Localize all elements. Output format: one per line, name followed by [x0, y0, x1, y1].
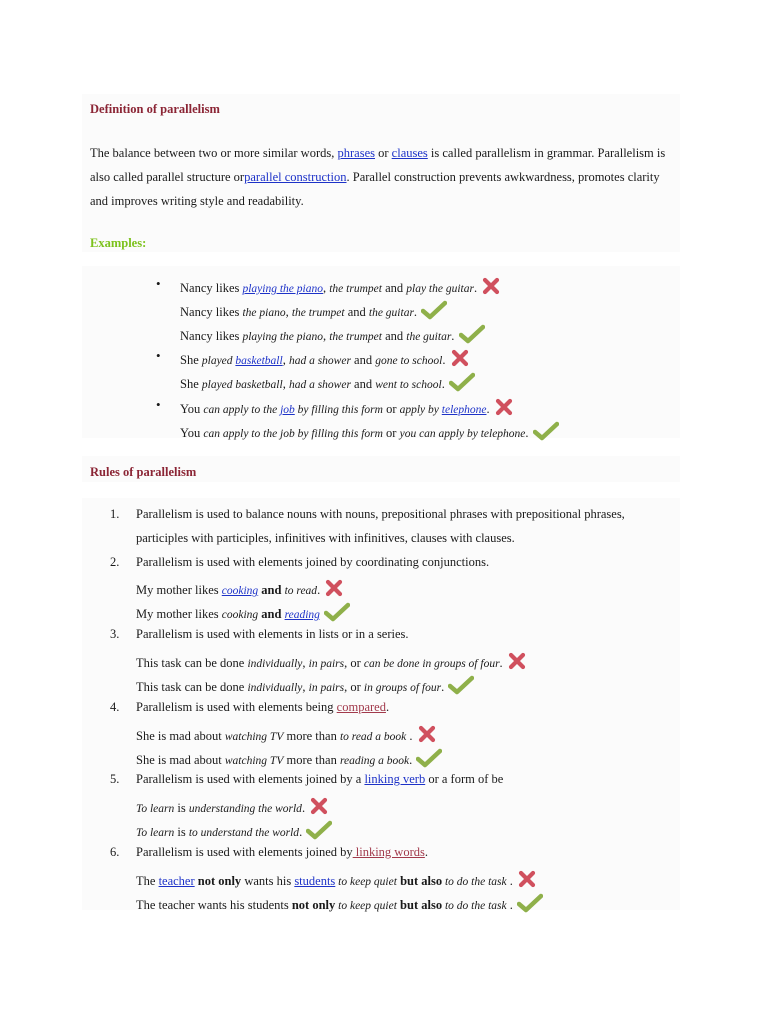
link-teacher[interactable]: teacher	[158, 874, 195, 888]
text: The	[136, 874, 159, 888]
definition-paragraph	[90, 141, 680, 213]
link-compared[interactable]: compared	[336, 700, 386, 714]
rule-6	[136, 845, 428, 860]
text: playing the piano	[242, 331, 323, 343]
example-2	[180, 300, 447, 320]
check-icon	[533, 421, 559, 441]
text: to understand the world	[188, 827, 300, 839]
text: This task can be done	[136, 656, 248, 670]
text: and	[381, 329, 407, 343]
link-linking-words[interactable]: linking words	[352, 845, 425, 859]
text: to read a book	[339, 731, 407, 743]
example-7	[180, 421, 559, 441]
cross-icon	[507, 651, 527, 671]
text: ,	[322, 329, 330, 343]
link-playing-the-piano[interactable]: playing the piano	[242, 283, 323, 295]
text: Nancy likes	[180, 305, 243, 319]
link-phrases[interactable]: phrases	[337, 146, 375, 160]
text: , or	[344, 656, 364, 670]
check-icon	[416, 748, 442, 768]
text: She is mad about	[136, 753, 225, 767]
link-basketball[interactable]: basketball	[235, 355, 283, 367]
rule-2-example-2	[136, 602, 350, 622]
text: watching TV	[224, 755, 284, 767]
text: or	[382, 426, 400, 440]
text: but also	[400, 874, 443, 888]
text: more than	[283, 753, 340, 767]
text: to keep quiet	[335, 900, 397, 912]
text: by filling this form	[294, 404, 383, 416]
text: the guitar	[368, 307, 414, 319]
definition-heading: Definition of parallelism	[90, 102, 220, 116]
text: understanding the world	[188, 803, 302, 815]
text: My mother likes	[136, 583, 222, 597]
text: .	[441, 377, 445, 391]
rule-2: Parallelism is used with elements joined by coordinating conjunctions.	[136, 555, 490, 569]
rule-2-example-1	[136, 578, 344, 598]
text: She	[180, 353, 202, 367]
rule-1-line-2: participles with participles, infinitives with infinitives, clauses with clauses.	[136, 531, 515, 545]
text: can apply to the	[203, 404, 281, 416]
text: wants his	[241, 874, 295, 888]
text: ,	[302, 656, 309, 670]
text: To learn	[136, 803, 175, 815]
check-icon	[448, 675, 474, 695]
text: .	[451, 329, 455, 343]
rule-number: 4.	[110, 700, 120, 714]
text: you can apply by telephone	[399, 428, 526, 440]
text: to keep quiet	[335, 876, 397, 888]
cross-icon	[450, 348, 470, 368]
rule-number: 1.	[110, 507, 120, 521]
link-parallel-construction[interactable]: parallel construction	[244, 170, 347, 184]
text: Parallelism is used with elements joined by	[136, 845, 353, 859]
text: can be done in groups of four	[363, 658, 500, 670]
cross-icon	[517, 869, 537, 889]
text: Nancy likes	[180, 329, 243, 343]
text: , or	[344, 680, 364, 694]
text: .	[499, 656, 503, 670]
text: the trumpet	[329, 283, 382, 295]
text: played basketball	[201, 379, 283, 391]
text: My mother likes	[136, 607, 222, 621]
text: watching TV	[224, 731, 284, 743]
rule-6-example-2	[136, 893, 543, 913]
bullet: •	[156, 348, 161, 363]
check-icon	[517, 893, 543, 913]
text: You	[180, 426, 204, 440]
text: Nancy likes	[180, 281, 243, 295]
bullet: •	[156, 276, 161, 291]
cross-icon	[324, 578, 344, 598]
example-5	[180, 372, 475, 392]
text: This task can be done	[136, 680, 248, 694]
text: in pairs	[308, 658, 345, 670]
text: .	[441, 680, 445, 694]
text: .	[406, 729, 413, 743]
check-icon	[324, 602, 350, 622]
rule-3-example-2	[136, 675, 474, 695]
bullet: •	[156, 397, 161, 412]
text: can apply to the job by filling this form	[203, 428, 383, 440]
def-text-1: The balance between two or more similar words,	[90, 146, 338, 160]
text: had a shower	[288, 379, 351, 391]
check-icon	[459, 324, 485, 344]
text: is	[174, 801, 189, 815]
text: Parallelism is used with elements joined by a	[136, 772, 365, 786]
example-1	[180, 276, 501, 296]
rule-4	[136, 700, 389, 715]
text: in groups of four	[363, 682, 442, 694]
text: to do the task	[442, 900, 507, 912]
rule-4-example-1	[136, 724, 437, 744]
text: .	[424, 845, 428, 859]
text: to read	[284, 585, 318, 597]
text: to do the task	[442, 876, 507, 888]
rule-5	[136, 772, 503, 787]
cross-icon	[417, 724, 437, 744]
rule-number: 3.	[110, 627, 120, 641]
text: gone to school	[375, 355, 443, 367]
text: .	[506, 898, 513, 912]
text: .	[385, 700, 390, 714]
text: apply by	[399, 404, 442, 416]
examples-heading: Examples:	[90, 236, 147, 250]
text: ,	[282, 353, 289, 367]
rule-6-example-1	[136, 869, 537, 889]
text: is	[174, 825, 189, 839]
text: cooking	[221, 609, 259, 621]
text: in pairs	[308, 682, 345, 694]
text: had a shower	[288, 355, 351, 367]
text: reading a book	[339, 755, 410, 767]
text: the guitar	[406, 331, 452, 343]
text: and	[381, 281, 407, 295]
text: went to school	[375, 379, 442, 391]
text: .	[409, 753, 413, 767]
text: .	[506, 874, 513, 888]
text: .	[299, 825, 303, 839]
text: individually	[247, 682, 303, 694]
check-icon	[306, 820, 332, 840]
rule-3-example-1	[136, 651, 527, 671]
text: ,	[322, 281, 330, 295]
text: .	[442, 353, 446, 367]
text: not only	[291, 898, 336, 912]
cross-icon	[494, 397, 514, 417]
rule-number: 2.	[110, 555, 120, 569]
check-icon	[449, 372, 475, 392]
text: and	[258, 583, 285, 597]
text: .	[301, 801, 306, 815]
text: ,	[285, 305, 292, 319]
text: and	[350, 353, 376, 367]
link-cooking[interactable]: cooking	[221, 585, 259, 597]
text: Parallelism is used with elements being	[136, 700, 337, 714]
text: ,	[302, 680, 309, 694]
link-job[interactable]: job	[280, 404, 295, 416]
text: the trumpet	[291, 307, 345, 319]
text: .	[413, 305, 418, 319]
text: and	[350, 377, 376, 391]
check-icon	[421, 300, 447, 320]
cross-icon	[481, 276, 501, 296]
rule-4-example-2	[136, 748, 442, 768]
text: She	[180, 377, 202, 391]
link-reading[interactable]: reading	[284, 609, 320, 621]
text: ,	[282, 377, 289, 391]
text: .	[473, 281, 478, 295]
text: and	[258, 607, 285, 621]
rule-number: 6.	[110, 845, 120, 859]
text: or a form of be	[425, 772, 504, 786]
def-text-3: is called parallelism in grammar. Parallelism is also called parallel structure or	[90, 146, 666, 184]
link-students[interactable]: students	[294, 874, 336, 888]
link-clauses[interactable]: clauses	[391, 146, 428, 160]
link-telephone[interactable]: telephone	[441, 404, 487, 416]
text: the piano	[242, 307, 286, 319]
text: .	[486, 402, 490, 416]
rule-5-example-2	[136, 820, 332, 840]
text: individually	[247, 658, 303, 670]
text: played	[201, 355, 236, 367]
example-3	[180, 324, 485, 344]
link-linking-verb[interactable]: linking verb	[364, 772, 426, 786]
text: or	[382, 402, 400, 416]
rule-3: Parallelism is used with elements in lists or in a series.	[136, 627, 409, 641]
text: .	[317, 583, 321, 597]
text: not only	[197, 874, 242, 888]
text: but also	[400, 898, 443, 912]
rule-1-line-1: Parallelism is used to balance nouns with nouns, prepositional phrases with prepositional phrases,	[136, 507, 625, 521]
text: and	[344, 305, 369, 319]
text: play the guitar	[406, 283, 474, 295]
text: more than	[283, 729, 340, 743]
text: The teacher wants his students	[136, 898, 292, 912]
cross-icon	[309, 796, 329, 816]
text: You	[180, 402, 204, 416]
text: She is mad about	[136, 729, 225, 743]
rules-heading: Rules of parallelism	[90, 465, 197, 479]
rule-number: 5.	[110, 772, 120, 786]
text: .	[525, 426, 529, 440]
example-6	[180, 397, 514, 417]
text: To learn	[136, 827, 175, 839]
def-text-2: or	[375, 146, 392, 160]
rule-5-example-1	[136, 796, 329, 816]
example-4	[180, 348, 470, 368]
def-text-4: . Parallel construction prevents awkwardness, promotes clarity and improves writing style and readability.	[90, 170, 660, 208]
text: the trumpet	[329, 331, 382, 343]
